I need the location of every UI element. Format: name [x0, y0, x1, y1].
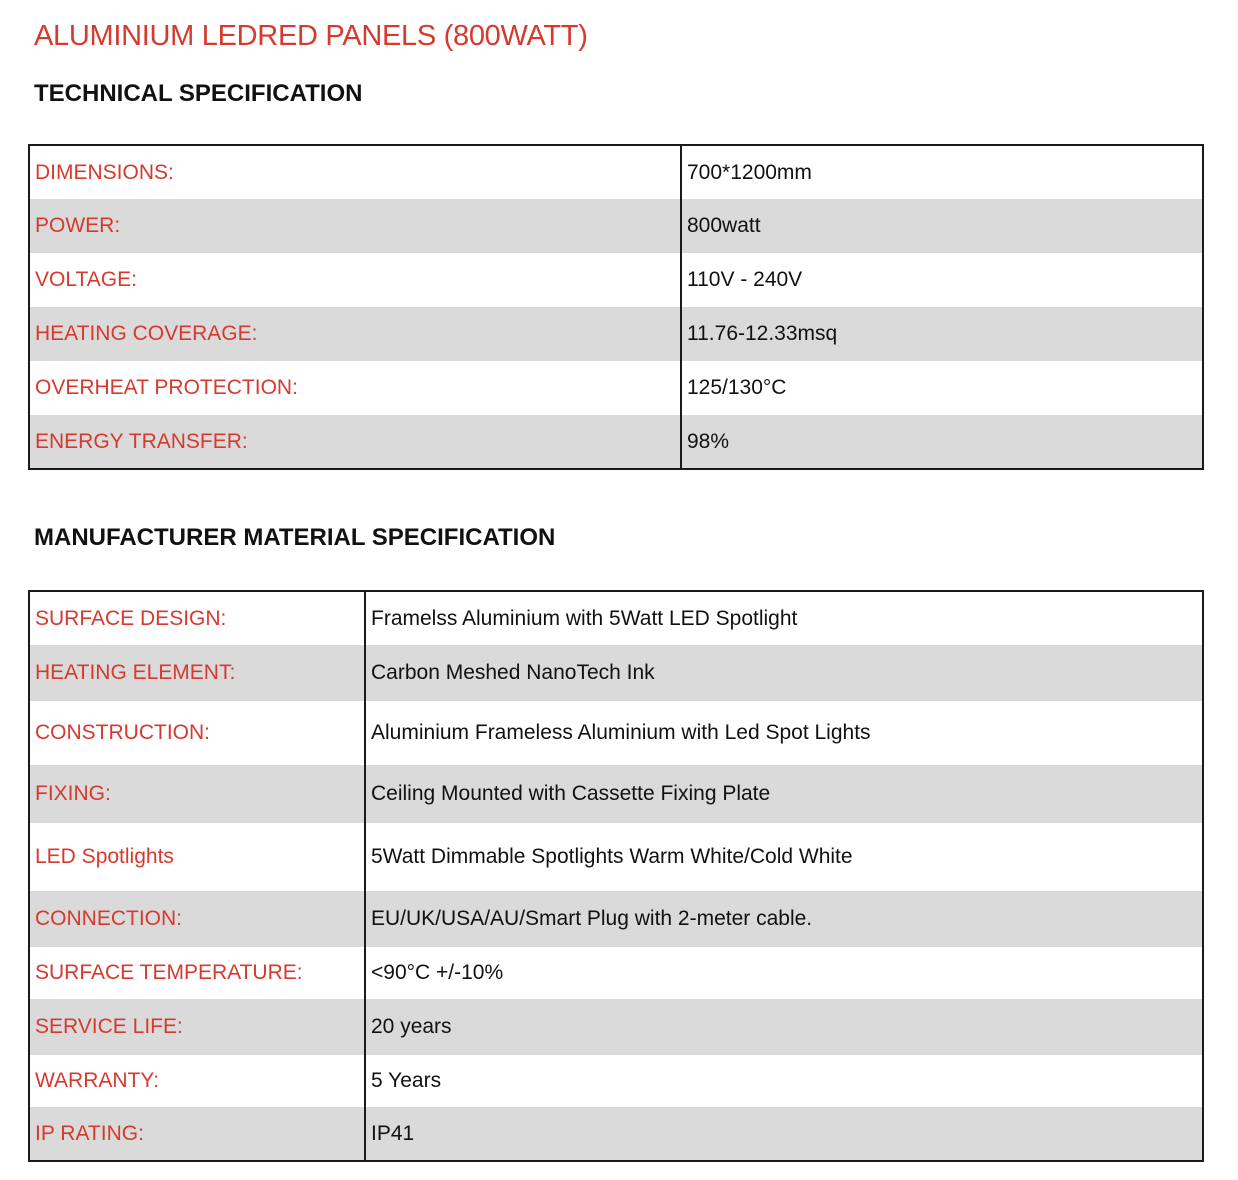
spec-value: <90°C +/-10% [371, 961, 504, 984]
table-row [29, 1107, 1203, 1161]
spec-label: CONNECTION: [29, 891, 365, 947]
spec-value: Carbon Meshed NanoTech Ink [365, 645, 1203, 701]
spec-value: 125/130°C [687, 376, 787, 399]
spec-label: ENERGY TRANSFER: [29, 415, 681, 469]
manufacturer-material-specification-table [28, 590, 1204, 1162]
table-row [29, 645, 1203, 701]
spec-value: 700*1200mm [687, 160, 812, 184]
table-row [29, 1055, 1203, 1107]
spec-label: DIMENSIONS: [29, 145, 681, 199]
spec-value: EU/UK/USA/AU/Smart Plug with 2-meter cable. [365, 891, 1203, 947]
table-row [29, 253, 1203, 307]
table-row [29, 199, 1203, 253]
spec-label: SERVICE LIFE: [29, 999, 365, 1055]
spec-label: SURFACE TEMPERATURE: [29, 947, 365, 999]
table-row [29, 947, 1203, 999]
table-row [29, 999, 1203, 1055]
spec-label: HEATING ELEMENT: [29, 645, 365, 701]
table-row [29, 891, 1203, 947]
spec-label: IP RATING: [29, 1107, 365, 1161]
spec-label: LED Spotlights [29, 823, 365, 891]
table-row [29, 145, 1203, 199]
spec-value: 5 Years [371, 1069, 442, 1092]
spec-value: Aluminium Frameless Aluminium with Led Spot Lights [371, 721, 871, 744]
spec-label: OVERHEAT PROTECTION: [29, 361, 681, 415]
spec-value: 5Watt Dimmable Spotlights Warm White/Cold White [371, 845, 853, 868]
page-title: ALUMINIUM LEDRED PANELS (800WATT) [34, 20, 588, 52]
table-row [29, 823, 1203, 891]
spec-value: 110V - 240V [687, 268, 803, 291]
spec-label: HEATING COVERAGE: [29, 307, 681, 361]
table-row [29, 591, 1203, 645]
spec-label: CONSTRUCTION: [29, 701, 365, 765]
spec-value: Framelss Aluminium with 5Watt LED Spotlight [371, 606, 798, 630]
table-row [29, 307, 1203, 361]
spec-label: WARRANTY: [29, 1055, 365, 1107]
technical-specification-table [28, 144, 1204, 470]
spec-value: Ceiling Mounted with Cassette Fixing Plate [365, 765, 1203, 823]
manufacturer-material-specification-heading: MANUFACTURER MATERIAL SPECIFICATION [34, 524, 556, 551]
table-row [29, 701, 1203, 765]
spec-label: FIXING: [29, 765, 365, 823]
spec-value: 11.76-12.33msq [681, 307, 1203, 361]
technical-specification-heading: TECHNICAL SPECIFICATION [34, 80, 363, 107]
spec-value: 98% [681, 415, 1203, 469]
spec-value: 20 years [365, 999, 1203, 1055]
spec-label: VOLTAGE: [29, 253, 681, 307]
table-row [29, 415, 1203, 469]
spec-label: POWER: [29, 199, 681, 253]
table-row [29, 361, 1203, 415]
spec-value: 800watt [681, 199, 1203, 253]
spec-label: SURFACE DESIGN: [29, 591, 365, 645]
spec-value: IP41 [365, 1107, 1203, 1161]
table-row [29, 765, 1203, 823]
